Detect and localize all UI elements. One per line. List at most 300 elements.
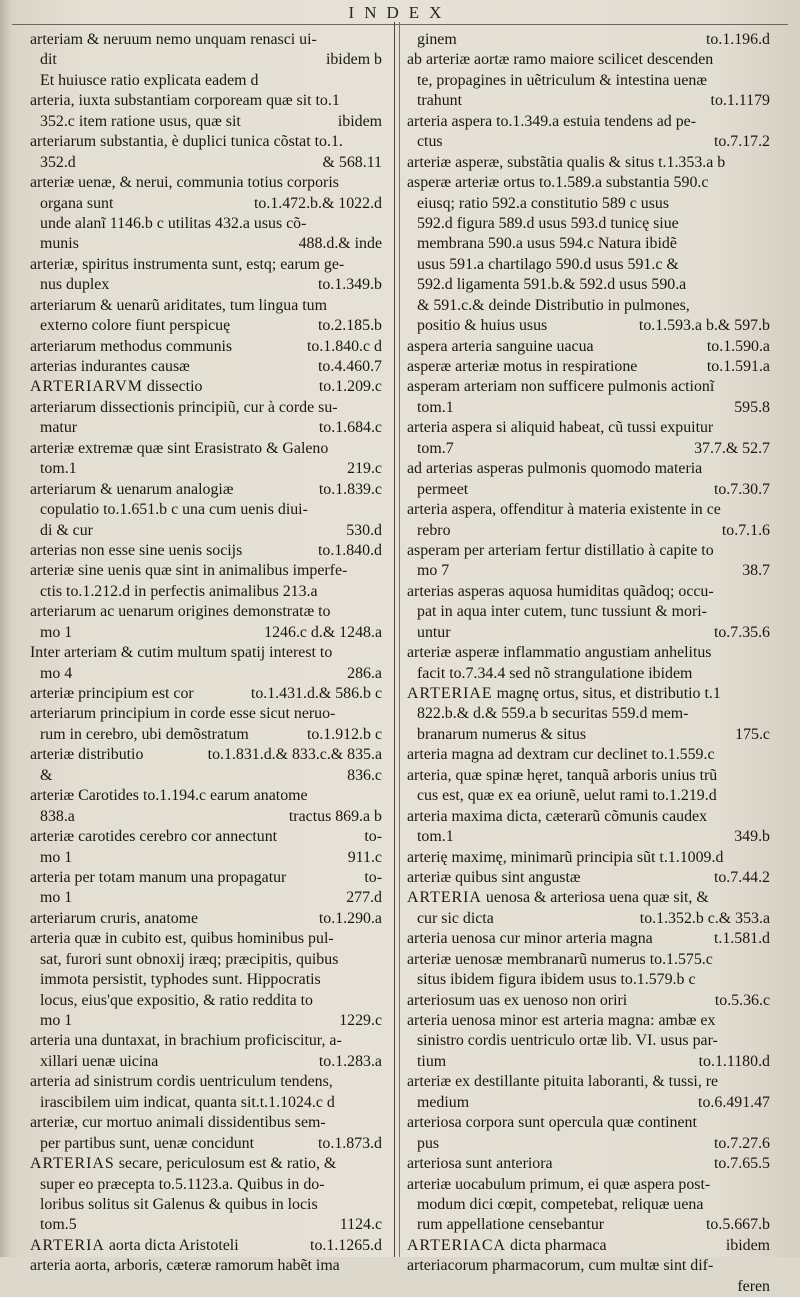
entry-text: arteriæ ex destillante pituita laboranti, & tussi, re <box>407 1073 719 1091</box>
entry-reference: to.7.17.2 <box>713 133 770 151</box>
entry-reference: to.1.873.d <box>317 1134 382 1152</box>
index-entry-line <box>407 888 770 908</box>
entry-reference: to.1.591.a <box>706 358 770 375</box>
index-entry-line <box>407 153 770 173</box>
index-entry-line <box>30 888 382 908</box>
index-entry-line <box>407 30 770 50</box>
entry-text: ctus <box>417 133 443 151</box>
entry-text-rest: uenosa & arteriosa uena quæ sit, & <box>481 889 709 907</box>
entry-text: arterias indurantes causæ <box>30 358 190 375</box>
index-entry-line <box>30 439 382 459</box>
entry-text: externo colore fiunt perspicuę <box>40 317 231 335</box>
entry-text <box>30 1154 336 1174</box>
entry-text: arteriacorum pharmacorum, cum multæ sint dif- <box>407 1257 714 1275</box>
entry-text: arteriæ uenæ, & nerui, communia totius corporis <box>30 174 339 192</box>
entry-text: super eo præcepta to.5.1123.a. Quibus in do- <box>40 1175 325 1193</box>
entry-headword: ARTERIA <box>30 1236 105 1254</box>
entry-reference: 1246.c d.& 1248.a <box>264 623 382 641</box>
index-entry-line <box>407 991 770 1011</box>
index-entry-line <box>30 684 382 704</box>
entry-text: arteria aspera to.1.349.a estuia tendens ad pe- <box>407 112 696 130</box>
entry-text: munis <box>40 235 79 253</box>
entry-text: arteriarum & uenarum analogiæ <box>30 480 234 498</box>
left-column <box>30 30 382 1275</box>
entry-reference: 911.c <box>347 848 382 866</box>
index-entry-line <box>30 950 382 970</box>
entry-text: mo 1 <box>40 1012 73 1029</box>
entry-reference: to.6.491.47 <box>698 1093 770 1111</box>
index-entry-line <box>407 684 770 704</box>
entry-reference: to.1.912.b c <box>306 725 382 743</box>
index-entry-line <box>407 1195 770 1215</box>
entry-text: usus 591.a chartilago 590.d usus 591.c & <box>417 255 679 273</box>
entry-text: arteriosa sunt anteriora <box>407 1155 553 1173</box>
entry-reference: to- <box>364 868 382 886</box>
entry-text: Inter arteriam & cutim multum spatij interest to <box>30 644 333 662</box>
entry-reference: 488.d.& inde <box>298 235 382 253</box>
entry-text: tium <box>417 1052 447 1070</box>
index-entry-line <box>407 316 770 336</box>
index-entry-line <box>407 909 770 929</box>
entry-reference: to.7.27.6 <box>713 1134 770 1152</box>
index-entry-line <box>407 1277 770 1297</box>
index-entry-line <box>407 1072 770 1092</box>
index-entry-line <box>407 112 770 132</box>
index-entry-line <box>30 561 382 581</box>
index-entry-line <box>407 50 770 70</box>
entry-reference: to.1.1179 <box>710 92 770 110</box>
entry-text: pus <box>417 1134 440 1152</box>
index-entry-line <box>407 704 770 724</box>
entry-reference: to.5.36.c <box>714 991 770 1009</box>
index-entry-line <box>30 30 382 50</box>
index-entry-line <box>407 1134 770 1154</box>
index-entry-line <box>30 357 382 377</box>
index-entry-line <box>407 1031 770 1051</box>
entry-reference: to- <box>364 828 382 846</box>
entry-text: arteria uenosa minor est arteria magna: ambæ ex <box>407 1012 716 1029</box>
entry-text: arteriarum & uenarũ ariditates, tum lingua tum <box>30 296 327 314</box>
entry-text: organa sunt <box>40 194 114 212</box>
entry-text: tom.1 <box>40 460 77 478</box>
entry-text: ad arterias asperas pulmonis quomodo materia <box>407 460 703 478</box>
entry-text: 352.c item ratione usus, quæ sit <box>40 112 241 130</box>
entry-text: arteriarum substantia, è duplici tunica cõstat to.1. <box>30 133 343 151</box>
entry-reference: to.5.667.b <box>705 1216 770 1234</box>
index-entry-line <box>407 480 770 500</box>
entry-text: arteriarum methodus communis <box>30 337 233 355</box>
entry-text: eiusq; ratio 592.a constitutio 589 c usus <box>417 194 670 212</box>
entry-text-rest: dicta pharmaca <box>505 1236 607 1254</box>
index-entry-line <box>30 929 382 949</box>
entry-text: 822.b.& d.& 559.a b securitas 559.d mem- <box>417 705 689 723</box>
entry-text: arteriæ asperæ, substãtia qualis & situs t.1.353.a b <box>407 153 726 171</box>
entry-text: sat, furori sunt obnoxij iræq; præcipitis, quibus <box>40 950 339 968</box>
entry-reference: to.1.593.a b.& 597.b <box>638 317 770 335</box>
entry-reference: to.1.196.d <box>705 31 770 48</box>
index-entry-line <box>407 623 770 643</box>
entry-reference: to.1.283.a <box>318 1052 382 1070</box>
index-entry-line <box>30 1052 382 1072</box>
entry-text: arteriosa corpora sunt opercula quæ continent <box>407 1114 697 1132</box>
index-entry-line <box>30 1093 382 1113</box>
index-entry-line <box>30 766 382 786</box>
entry-headword: ARTERIAS <box>30 1155 115 1173</box>
index-entry-line <box>30 337 382 357</box>
entry-reference: to.1.840.c d <box>306 337 382 355</box>
entry-text: arteria ad sinistrum cordis uentriculum tendens, <box>30 1073 333 1091</box>
entry-text: tom.5 <box>40 1216 77 1234</box>
index-entry-line <box>30 1011 382 1031</box>
index-entry-line <box>407 1093 770 1113</box>
index-entry-line <box>30 1195 382 1215</box>
entry-text: arteriæ extremæ quæ sint Erasistrato & Galeno <box>30 439 329 457</box>
index-entry-line <box>30 807 382 827</box>
entry-text: arteria quæ in cubito est, quibus hominibus pul- <box>30 930 334 948</box>
index-entry-line <box>30 521 382 541</box>
entry-text: matur <box>40 419 78 437</box>
index-entry-line <box>30 275 382 295</box>
index-entry-line <box>407 929 770 949</box>
index-entry-line <box>407 173 770 193</box>
index-entry-line <box>407 234 770 254</box>
column-divider <box>394 22 395 1257</box>
entry-text: arteriosum uas ex uenoso non oriri <box>407 991 628 1009</box>
entry-text: per partibus sunt, uenæ concidunt <box>40 1134 255 1152</box>
entry-text: 592.d ligamenta 591.b.& 592.d usus 590.a <box>417 276 687 294</box>
index-entry-line <box>407 1215 770 1235</box>
entry-text: arteria uenosa cur minor arteria magna <box>407 930 653 948</box>
entry-text: tom.1 <box>417 398 454 416</box>
entry-text: asperam arteriam non sufficere pulmonis actionĩ <box>407 378 715 396</box>
entry-reference: to.1.290.a <box>318 909 382 927</box>
index-entry-line <box>407 1011 770 1031</box>
entry-text <box>407 888 709 908</box>
index-entry-line <box>30 459 382 479</box>
entry-reference: tractus 869.a b <box>288 807 382 825</box>
entry-text: arteriarum cruris, anatome <box>30 909 199 927</box>
entry-text: rum in cerebro, ubi demõstratum <box>40 725 249 743</box>
entry-reference: & 568.11 <box>322 153 382 171</box>
index-entry-line <box>30 541 382 561</box>
index-entry-line <box>30 234 382 254</box>
entry-reference: to.1.431.d.& 586.b c <box>250 685 382 702</box>
entry-text: permeet <box>417 480 469 498</box>
entry-reference: feren <box>737 1277 770 1295</box>
index-entry-line <box>30 418 382 438</box>
index-entry-line <box>30 725 382 745</box>
index-entry-line <box>30 643 382 663</box>
index-entry-line <box>407 337 770 357</box>
entry-text-rest: secare, periculosum est & ratio, & <box>114 1155 337 1173</box>
entry-text: arteriæ Carotides to.1.194.c earum anatome <box>30 787 308 805</box>
index-entry-line <box>30 970 382 990</box>
index-entry-line <box>407 807 770 827</box>
index-entry-line <box>407 745 770 765</box>
entry-text: arteriæ distributio <box>30 746 144 764</box>
index-entry-line <box>30 1215 382 1235</box>
index-entry-line <box>407 255 770 275</box>
entry-text: arteria per totam manum una propagatur <box>30 868 287 886</box>
index-entry-line <box>407 132 770 152</box>
entry-reference: to.1.1180.d <box>698 1052 770 1070</box>
index-entry-line <box>407 194 770 214</box>
index-entry-line <box>30 194 382 214</box>
index-entry-line <box>30 786 382 806</box>
index-entry-line <box>407 1154 770 1174</box>
entry-reference: to.7.44.2 <box>713 868 770 886</box>
index-entry-line <box>30 112 382 132</box>
entry-text: arteria maxima dicta, cæterarũ cõmunis caudex <box>407 807 708 825</box>
entry-reference: to.1.831.d.& 833.c.& 835.a <box>207 746 382 764</box>
entry-text: asperæ arteriæ motus in respiratione <box>407 358 638 375</box>
index-entry-line <box>407 1175 770 1195</box>
entry-text <box>30 377 202 397</box>
entry-text <box>407 1236 607 1256</box>
entry-text-rest: magnę ortus, situs, et distributio t.1 <box>492 685 721 702</box>
entry-reference: 595.8 <box>734 398 770 416</box>
index-entry-line <box>407 1052 770 1072</box>
entry-text: arteriæ carotides cerebro cor annectunt <box>30 828 278 846</box>
entry-reference: 1124.c <box>339 1216 382 1234</box>
entry-text: cur sic dicta <box>417 909 494 927</box>
entry-text: untur <box>417 623 451 641</box>
entry-text: arteriarum ac uenarum origines demonstratæ to <box>30 603 331 621</box>
entry-text: pat in aqua inter cutem, tunc tussiunt & mori- <box>417 603 707 621</box>
index-entry-line <box>30 1154 382 1174</box>
entry-text: mo 7 <box>417 562 450 580</box>
index-entry-line <box>30 173 382 193</box>
index-entry-line <box>30 582 382 602</box>
entry-reference: to.1.1265.d <box>310 1236 382 1254</box>
entry-reference: 37.7.& 52.7 <box>694 439 770 457</box>
index-entry-line <box>407 541 770 561</box>
entry-reference: to.1.349.b <box>317 276 382 294</box>
index-entry-line <box>30 1113 382 1133</box>
entry-text: ginem <box>417 31 457 48</box>
entry-reference: to.2.185.b <box>317 317 382 335</box>
index-entry-line <box>30 1175 382 1195</box>
entry-text: cus est, quæ ex ea oriunẽ, uelut rami to.1.219.d <box>417 787 717 805</box>
entry-text: mo 1 <box>40 848 73 866</box>
index-entry-line <box>407 643 770 663</box>
index-entry-line <box>407 561 770 581</box>
index-entry-line <box>407 1256 770 1276</box>
entry-reference: to.1.472.b.& 1022.d <box>253 194 382 212</box>
index-entry-line <box>30 91 382 111</box>
entry-text: situs ibidem figura ibidem usus to.1.579.b c <box>417 971 696 989</box>
index-entry-line <box>30 1134 382 1154</box>
index-entry-line <box>30 377 382 397</box>
entry-text <box>30 1236 239 1256</box>
index-entry-line <box>30 398 382 418</box>
index-entry-line <box>407 664 770 684</box>
index-entry-line <box>407 868 770 888</box>
index-entry-line <box>407 296 770 316</box>
entry-text: arteriæ principium est cor <box>30 685 194 702</box>
index-entry-line <box>407 71 770 91</box>
index-entry-line <box>407 500 770 520</box>
entry-text: arteriæ, cur mortuo animali dissidentibus sem- <box>30 1114 326 1132</box>
entry-reference: to.1.590.a <box>706 337 770 355</box>
index-entry-line <box>407 582 770 602</box>
entry-reference: to.4.460.7 <box>317 358 382 375</box>
entry-text: rebro <box>417 521 451 539</box>
entry-text: arteriarum principium in corde esse sicut neruo- <box>30 705 336 723</box>
index-entry-line <box>30 214 382 234</box>
entry-text <box>407 684 721 704</box>
entry-text: ctis to.1.212.d in perfectis animalibus 213.a <box>40 582 318 600</box>
entry-text: sinistro cordis uentriculo ortæ lib. VI. usus par- <box>417 1032 718 1050</box>
entry-text: immota persistit, typhodes sunt. Hippocratis <box>40 971 321 989</box>
entry-text: arteriarum dissectionis principiũ, cur à corde su- <box>30 398 338 416</box>
entry-reference: ibidem <box>337 112 382 130</box>
entry-reference: 286.a <box>347 664 382 682</box>
entry-text: asperæ arteriæ ortus to.1.589.a substantia 590.c <box>407 174 709 192</box>
index-entry-line <box>407 602 770 622</box>
entry-text: arteriæ asperæ inflammatio angustiam anhelitus <box>407 644 712 662</box>
entry-text: arteriæ uocabulum primum, ei quæ aspera post- <box>407 1175 711 1193</box>
entry-text: rum appellatione censebantur <box>417 1216 605 1234</box>
entry-reference: to.7.35.6 <box>713 623 770 641</box>
index-entry-line <box>30 153 382 173</box>
index-entry-line <box>30 132 382 152</box>
index-entry-line <box>407 418 770 438</box>
index-entry-line <box>407 970 770 990</box>
entry-reference: to.1.209.c <box>318 378 382 396</box>
entry-reference: to.1.352.b c.& 353.a <box>639 909 770 927</box>
entry-text: 838.a <box>40 807 75 825</box>
index-entry-line <box>30 255 382 275</box>
entry-text: di & cur <box>40 521 93 539</box>
index-entry-line <box>407 950 770 970</box>
entry-text: te, propagines in uẽtriculum & intestina uenæ <box>417 71 707 89</box>
entry-reference: 38.7 <box>742 562 770 580</box>
entry-text: arterias non esse sine uenis socijs <box>30 541 243 559</box>
index-entry-line <box>407 766 770 786</box>
entry-text: arteria, quæ spinæ hęret, tanquã arboris unius trũ <box>407 766 718 784</box>
index-entry-line <box>30 1236 382 1256</box>
entry-text: arteriæ quibus sint angustæ <box>407 868 581 886</box>
entry-text: arteriæ, spiritus instrumenta sunt, estq; earum ge- <box>30 255 345 273</box>
entry-reference: to.7.65.5 <box>713 1155 770 1173</box>
entry-text: arteriæ sine uenis quæ sint in animalibus imperfe- <box>30 562 348 580</box>
entry-reference: 349.b <box>734 828 770 846</box>
entry-reference: to.7.30.7 <box>713 480 770 498</box>
entry-reference: t.1.581.d <box>713 930 770 948</box>
entry-text: unde alanĩ 1146.b c utilitas 432.a usus cõ- <box>40 214 307 232</box>
entry-text: xillari uenæ uicina <box>40 1052 159 1070</box>
entry-text: medium <box>417 1093 470 1111</box>
entry-text: tom.1 <box>417 828 454 846</box>
entry-text: mo 4 <box>40 664 73 682</box>
entry-text: branarum numerus & situs <box>417 725 587 743</box>
index-entry-line <box>407 275 770 295</box>
entry-text: Et huiusce ratio explicata eadem d <box>40 71 259 89</box>
entry-reference: 1229.c <box>339 1012 382 1029</box>
entry-text: aspera arteria sanguine uacua <box>407 337 594 355</box>
index-entry-line <box>407 377 770 397</box>
index-entry-line <box>407 725 770 745</box>
entry-text: irascibilem uim indicat, quanta sit.t.1.1024.c d <box>40 1093 335 1111</box>
entry-reference: 530.d <box>346 521 382 539</box>
entry-text: trahunt <box>417 92 463 110</box>
entry-headword: ARTERIACA <box>407 1236 506 1254</box>
entry-text-rest: dissectio <box>142 378 203 396</box>
entry-text: arterias asperas aquosa humiditas quãdoq; occu- <box>407 582 714 600</box>
entry-text: 592.d figura 589.d usus 593.d tunicę siue <box>417 214 679 232</box>
entry-text: arteria aorta, arboris, cæteræ ramorum habẽt ima <box>30 1257 340 1275</box>
entry-text: locus, eius'que expositio, & ratio reddita to <box>40 991 313 1009</box>
entry-text: & 591.c.& deinde Distributio in pulmones, <box>417 296 690 314</box>
index-entry-line <box>30 500 382 520</box>
header-rule <box>12 24 788 25</box>
index-entry-line <box>30 704 382 724</box>
index-entry-line <box>407 91 770 111</box>
column-divider-inner <box>399 22 400 1257</box>
entry-text: copulatio to.1.651.b c una cum uenis diui- <box>40 501 308 519</box>
entry-text: facit to.7.34.4 sed nõ strangulatione ibidem <box>417 664 693 682</box>
entry-text: arteria magna ad dextram cur declinet to.1.559.c <box>407 746 715 764</box>
page-edge-shadow-left <box>0 0 12 1257</box>
entry-reference: ibidem b <box>325 51 382 69</box>
entry-reference: 175.c <box>735 725 770 743</box>
entry-text: positio & huius usus <box>417 317 548 335</box>
index-entry-line <box>30 296 382 316</box>
index-entry-line <box>407 439 770 459</box>
index-entry-line <box>30 316 382 336</box>
entry-headword: ARTERIAE <box>407 685 493 702</box>
index-entry-line <box>407 786 770 806</box>
right-column <box>407 30 770 1295</box>
index-entry-line <box>30 827 382 847</box>
entry-text: arteriæ uenosæ membranarũ numerus to.1.575.c <box>407 950 713 968</box>
entry-text: tom.7 <box>417 439 454 457</box>
index-entry-line <box>30 868 382 888</box>
entry-text: arteria aspera si aliquid habeat, cũ tussi expuitur <box>407 419 714 437</box>
index-entry-line <box>30 602 382 622</box>
entry-text: dit <box>40 51 57 69</box>
entry-text: arterię maximę, minimarũ principia sũt t.1.1009.d <box>407 848 724 866</box>
entry-text: modum dici cœpit, competebat, reliquæ uena <box>417 1195 704 1213</box>
index-entry-line <box>407 398 770 418</box>
index-entry-line <box>407 521 770 541</box>
index-entry-line <box>407 459 770 479</box>
entry-text: arteria, iuxta substantiam corpoream quæ sit to.1 <box>30 92 340 110</box>
entry-reference: to.1.839.c <box>318 480 382 498</box>
entry-text: asperam per arteriam fertur distillatio à capite to <box>407 541 714 559</box>
entry-text: loribus solitus sit Galenus & quibus in locis <box>40 1195 318 1213</box>
index-entry-line <box>30 991 382 1011</box>
entry-text: 352.d <box>40 153 76 171</box>
index-entry-line <box>30 1256 382 1276</box>
index-entry-line <box>407 1236 770 1256</box>
index-entry-line <box>407 848 770 868</box>
entry-text: membrana 590.a usus 594.c Natura ibidẽ <box>417 235 677 253</box>
entry-reference: to.1.840.d <box>317 541 382 559</box>
entry-text: & <box>40 766 53 784</box>
page-header: INDEX <box>348 3 452 22</box>
index-entry-line <box>30 1031 382 1051</box>
entry-reference: ibidem <box>725 1236 770 1254</box>
index-entry-line <box>30 909 382 929</box>
entry-text-rest: aorta dicta Aristoteli <box>104 1236 239 1254</box>
index-entry-line <box>30 50 382 70</box>
entry-headword: ARTERIARVM <box>30 378 143 396</box>
entry-reference: to.1.684.c <box>318 419 382 437</box>
entry-reference: 277.d <box>346 889 382 907</box>
index-entry-line <box>30 664 382 684</box>
